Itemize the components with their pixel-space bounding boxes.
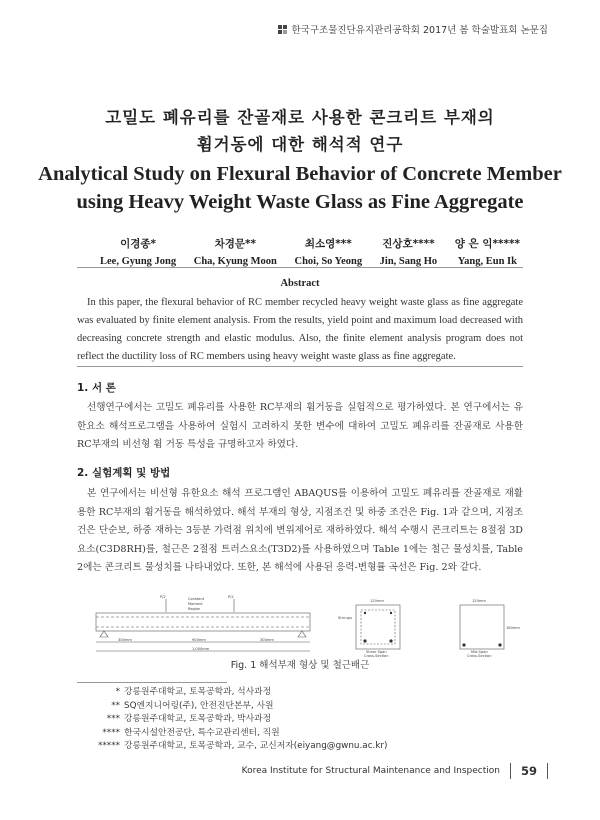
- author-name-english: Lee, Gyung Jong: [100, 256, 177, 267]
- mid-section-outline: [460, 605, 504, 649]
- figure-1-caption: Fig. 1 해석부재 형상 및 철근배근: [230, 660, 370, 671]
- abstract-body: In this paper, the flexural behavior of RC member recycled heavy weight waste glass as fine aggregate was evaluated by finite element analysis. From the results, yield point and maximum load decreased with decreasing concrete strength and elastic modulus. Also, the finite element analysis program does not reflect the ductility loss of RC members using heavy weight waste glass as fine aggregate.: [77, 297, 523, 362]
- footnote-mark: *: [115, 687, 120, 697]
- width-label: 120mm: [472, 599, 486, 603]
- footnote-mark: ***: [106, 714, 120, 725]
- width-label: 120mm: [370, 599, 384, 603]
- section-1-heading: 1. 서 론: [77, 382, 116, 394]
- section-2-body: 본 연구에서는 비선형 유한요소 해석 프로그램인 ABAQUS를 이용하여 고밀도 폐유리를 잔골재로 재활용한 RC부재의 휨거동을 해석하였다. 해석 부재의 형상, 지점조건 및 하중 조건은 Fig. 1과 같으며, 지점조건은 단순보, 하중 재하는 3등분 가력점 위치에 변위제어로 재하하였다. 해석 수행시 콘크리트는 8절점 3D요소(C3D8RH)를, 철근은 2절점 트러스요소(T3D2)를 사용하였으며 Table 1에는 철근 물성치를, Table 2에는 콘크리트 물성치를 나타내었다. 또한, 본 해석에 사용된 응력-변형률 곡선은 Fig. 2와 같다.: [77, 488, 523, 574]
- divider: [77, 366, 523, 367]
- title-korean-line-2: 휨거동에 대한 해석적 연구: [196, 135, 404, 154]
- support-right: [298, 631, 306, 637]
- region-label: Region: [188, 607, 201, 611]
- author: [380, 236, 437, 267]
- footnote: [82, 700, 387, 714]
- author: [194, 236, 277, 267]
- height-label: 180mm: [506, 626, 520, 630]
- span-label: 300mm: [118, 638, 132, 642]
- footer-text: Korea Institute for Structural Maintenance and Inspection: [241, 766, 500, 776]
- section-caption: Cross-Section: [364, 654, 389, 658]
- section-caption: Shear Span: [366, 650, 387, 654]
- author-name-korean: 양 은 익*****: [454, 238, 520, 250]
- footnote: [82, 740, 387, 754]
- footer-separator: [547, 763, 548, 779]
- footer-separator: [510, 763, 511, 779]
- footnote-text: 강릉원주대학교, 토목공학과, 박사과정: [124, 714, 272, 725]
- title-korean-line-1: 고밀도 폐유리를 잔골재로 사용한 콘크리트 부재의: [105, 108, 495, 127]
- section-caption: Mid-Span: [471, 650, 488, 654]
- author-name-english: Choi, So Yeong: [294, 256, 363, 267]
- title-english-line-2: using Heavy Weight Waste Glass as Fine Aggregate: [76, 191, 524, 213]
- author: [294, 236, 362, 267]
- running-header-text: 한국구조물진단유지관리공학회 2017년 봄 학술발표회 논문집: [291, 25, 548, 36]
- author-name-korean: 차경문**: [214, 238, 257, 250]
- author: [100, 236, 176, 267]
- span-label: 900mm: [192, 638, 206, 642]
- author-name-english: Yang, Eun Ik: [457, 256, 517, 267]
- load-label: P/2: [228, 595, 234, 599]
- author-list: [100, 236, 520, 267]
- title-english-line-1: Analytical Study on Flexural Behavior of Concrete Member: [38, 163, 562, 185]
- total-length-label: 1,000mm: [192, 647, 210, 651]
- running-header: [278, 22, 548, 36]
- footnote-mark: **: [111, 700, 120, 711]
- dots-icon: [278, 25, 287, 34]
- load-label: P/2: [160, 595, 166, 599]
- author-name-korean: 최소영***: [304, 238, 352, 250]
- region-label: Moment: [188, 602, 203, 606]
- footnote: [82, 713, 387, 727]
- shear-section-outline: [356, 605, 400, 649]
- abstract-title: Abstract: [280, 278, 320, 289]
- footnote: [82, 727, 387, 741]
- section-2-heading: 2. 실험계획 및 방법: [77, 467, 171, 479]
- stirrups-label: Stirrups: [338, 616, 353, 620]
- footnote: [82, 686, 387, 700]
- divider: [77, 267, 523, 268]
- footnotes: [82, 686, 387, 754]
- footnote-divider: [77, 682, 227, 683]
- footnote-text: 강릉원주대학교, 토목공학과, 석사과정: [124, 687, 272, 697]
- section-1-body: 선행연구에서는 고밀도 폐유리를 사용한 RC부재의 휨거동을 실험적으로 평가하였다. 본 연구에서는 유한요소 해석프로그램을 사용하여 실험시 고려하지 못한 변수에 대하여 고밀도 폐유리를 잔골재로 사용한 RC부재의 비선형 휨 거동 특성을 규명하고자 하였다.: [77, 402, 523, 451]
- beam-outline: [96, 613, 310, 631]
- author: [455, 236, 520, 267]
- support-left: [100, 631, 108, 637]
- section-caption: Cross-Section: [467, 654, 492, 658]
- author-name-english: Cha, Kyung Moon: [193, 256, 277, 267]
- page-number: 59: [520, 764, 537, 778]
- rebar-dots: [363, 612, 501, 647]
- author-name-korean: 진상호****: [382, 238, 435, 250]
- footnote-text: SQ엔지니어링(주), 안전진단본부, 사원: [124, 700, 274, 711]
- page-footer: [242, 763, 548, 779]
- stirrup-outline: [361, 610, 395, 644]
- figure-1-drawing: [88, 595, 520, 658]
- span-label: 300mm: [260, 638, 274, 642]
- region-label: Constant: [188, 597, 205, 601]
- footnote-text: 한국시설안전공단, 특수교관리센터, 직원: [124, 727, 280, 738]
- footnote-mark: *****: [98, 741, 120, 752]
- author-name-english: Jin, Sang Ho: [379, 256, 438, 267]
- author-name-korean: 이경종*: [120, 238, 157, 250]
- footnote-text: 강릉원주대학교, 토목공학과, 교수, 교신저자(eiyang@gwnu.ac.kr): [124, 741, 388, 752]
- footnote-mark: ****: [102, 727, 120, 738]
